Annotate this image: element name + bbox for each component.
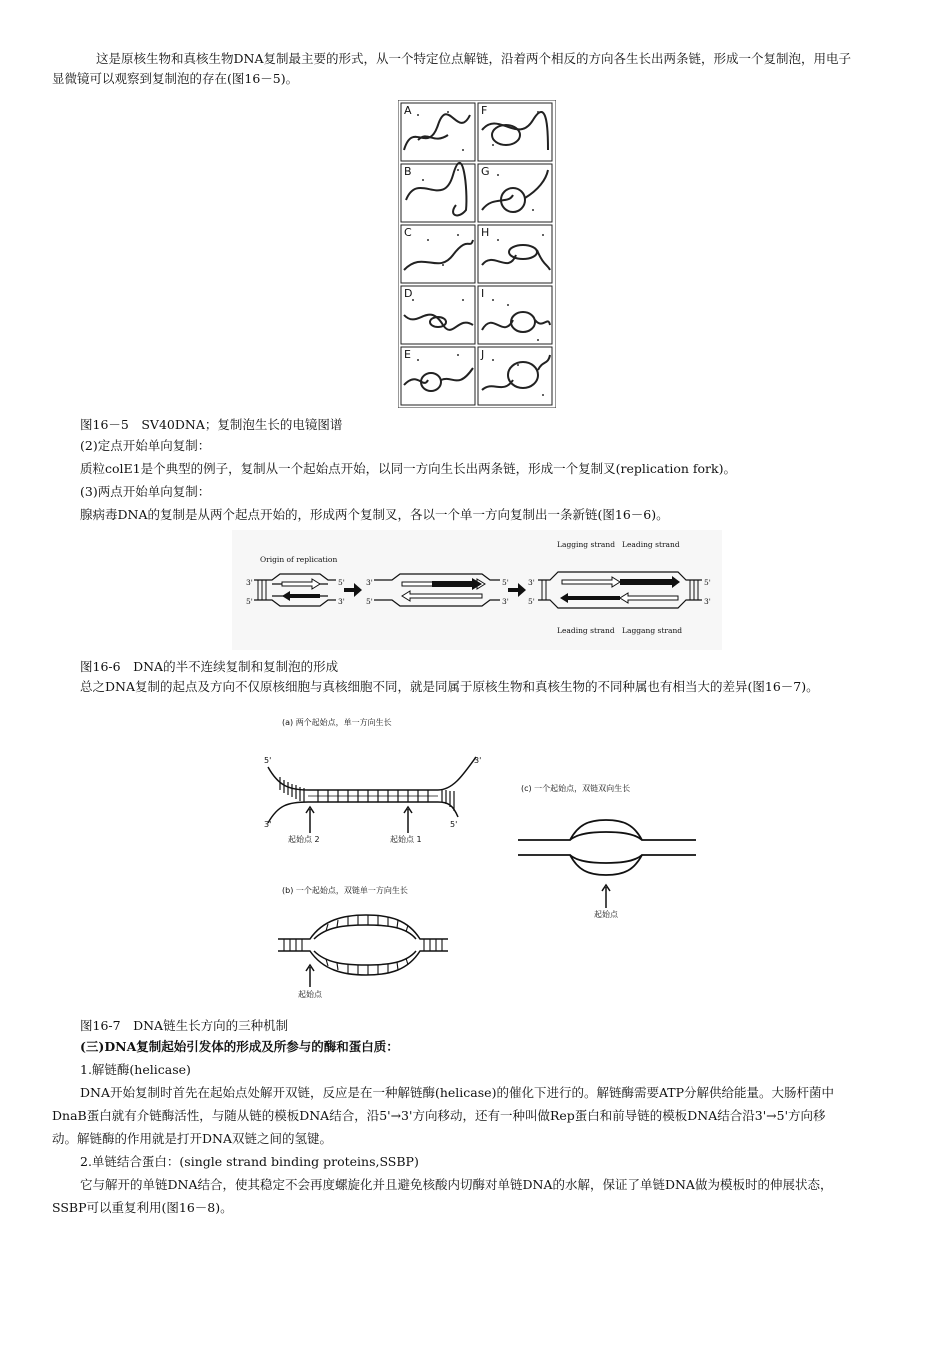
panel-label-j: J	[481, 348, 485, 361]
panel-label-g: G	[481, 165, 490, 178]
item1-line3: 动。解链酶的作用就是打开DNA双链之间的氢键。	[52, 1131, 332, 1146]
panel-label-b: B	[404, 165, 412, 178]
item1-line2: DnaB蛋白就有介链酶活性，与随从链的模板DNA结合，沿5'→3'方向移动，还有一种叫做Rep蛋白和前导链的模板DNA结合沿3'→5'方向移	[52, 1108, 826, 1123]
fig7-a-origin2: 起始点 2	[288, 835, 320, 844]
figure-16-5-caption: 图16－5 SV40DNA；复制泡生长的电镜图谱	[80, 417, 343, 432]
fig7-c-origin: 起始点	[594, 910, 618, 919]
svg-text:5': 5'	[264, 756, 272, 765]
fig7-a-origin1: 起始点 1	[390, 835, 422, 844]
lagging-top-label: Lagging strand	[557, 540, 616, 549]
figure-16-7-growth-mechanisms	[248, 705, 708, 1010]
item1-title: 1.解链酶(helicase)	[80, 1062, 191, 1077]
svg-text:3': 3'	[528, 578, 535, 587]
section-three-heading: (三)DNA复制起始引发体的形成及所参与的酶和蛋白质：	[80, 1039, 399, 1054]
sec2-heading: (2)定点开始单向复制：	[80, 438, 211, 453]
sec2-text: 质粒colE1是个典型的例子，复制从一个起始点开始，以同一方向生长出两条链，形成一个复制叉(replication fork)。	[80, 461, 736, 476]
svg-text:5': 5'	[450, 820, 458, 829]
svg-text:3': 3'	[502, 597, 509, 606]
figure-16-6-replication-diagram	[232, 530, 722, 650]
svg-text:5': 5'	[502, 578, 509, 587]
sec3-text: 腺病毒DNA的复制是从两个起点开始的，形成两个复制叉，各以一个单一方向复制出一条新链(图16－6)。	[80, 507, 669, 522]
item2-line2: SSBP可以重复利用(图16－8)。	[52, 1200, 233, 1215]
fig7-a-title: (a) 两个起始点，单一方向生长	[282, 718, 392, 727]
svg-text:5': 5'	[338, 578, 345, 587]
fig7-c-title: (c) 一个起始点，双链双向生长	[521, 784, 631, 793]
fig7-b-origin: 起始点	[298, 990, 322, 999]
svg-text:5': 5'	[366, 597, 373, 606]
panel-label-e: E	[404, 348, 411, 361]
panel-label-f: F	[481, 104, 488, 117]
svg-text:3': 3'	[264, 820, 272, 829]
svg-text:3': 3'	[338, 597, 345, 606]
svg-text:5': 5'	[704, 578, 711, 587]
figure-16-6-caption: 图16-6 DNA的半不连续复制和复制泡的形成	[80, 659, 339, 674]
svg-text:3': 3'	[474, 756, 482, 765]
origin-label: Origin of replication	[260, 555, 338, 564]
panel-label-h: H	[481, 226, 490, 239]
item2-line1: 它与解开的单链DNA结合，使其稳定不会再度螺旋化并且避免核酸内切酶对单链DNA的水解，保证了单链DNA做为模板时的伸展状态，	[80, 1177, 833, 1192]
para1-line2: 显微镜可以观察到复制泡的存在(图16－5)。	[52, 71, 299, 86]
svg-text:5': 5'	[246, 597, 253, 606]
svg-text:3': 3'	[366, 578, 373, 587]
svg-text:5': 5'	[528, 597, 535, 606]
summary-paragraph: 总之DNA复制的起点及方向不仅原核细胞与真核细胞不同，就是同属于原核生物和真核生物的不同种属也有相当大的差异(图16－7)。	[80, 679, 819, 694]
fig7-b-title: (b) 一个起始点，双链单一方向生长	[282, 886, 408, 895]
svg-text:3': 3'	[704, 597, 711, 606]
panel-label-c: C	[404, 226, 412, 239]
panel-label-i: I	[481, 287, 485, 300]
figure-16-7-caption: 图16-7 DNA链生长方向的三种机制	[80, 1018, 289, 1033]
figure-16-5-micrographs	[398, 100, 556, 408]
item2-title: 2.单链结合蛋白：(single strand binding proteins,SSBP)	[80, 1154, 419, 1169]
leading-top-label: Leading strand	[622, 540, 680, 549]
svg-text:3': 3'	[246, 578, 253, 587]
lagging-bottom-label: Laggang strand	[622, 626, 683, 635]
panel-label-a: A	[404, 104, 412, 117]
item1-line1: DNA开始复制时首先在起始点处解开双链，反应是在一种解链酶(helicase)的催化下进行的。解链酶需要ATP分解供给能量。大肠杆菌中	[80, 1085, 835, 1100]
sec3-heading: (3)两点开始单向复制：	[80, 484, 211, 499]
panel-label-d: D	[404, 287, 413, 300]
leading-bottom-label: Leading strand	[557, 626, 615, 635]
para1-line1: 这是原核生物和真核生物DNA复制最主要的形式，从一个特定位点解链，沿着两个相反的方向各生长出两条链，形成一个复制泡，用电子	[96, 51, 851, 66]
